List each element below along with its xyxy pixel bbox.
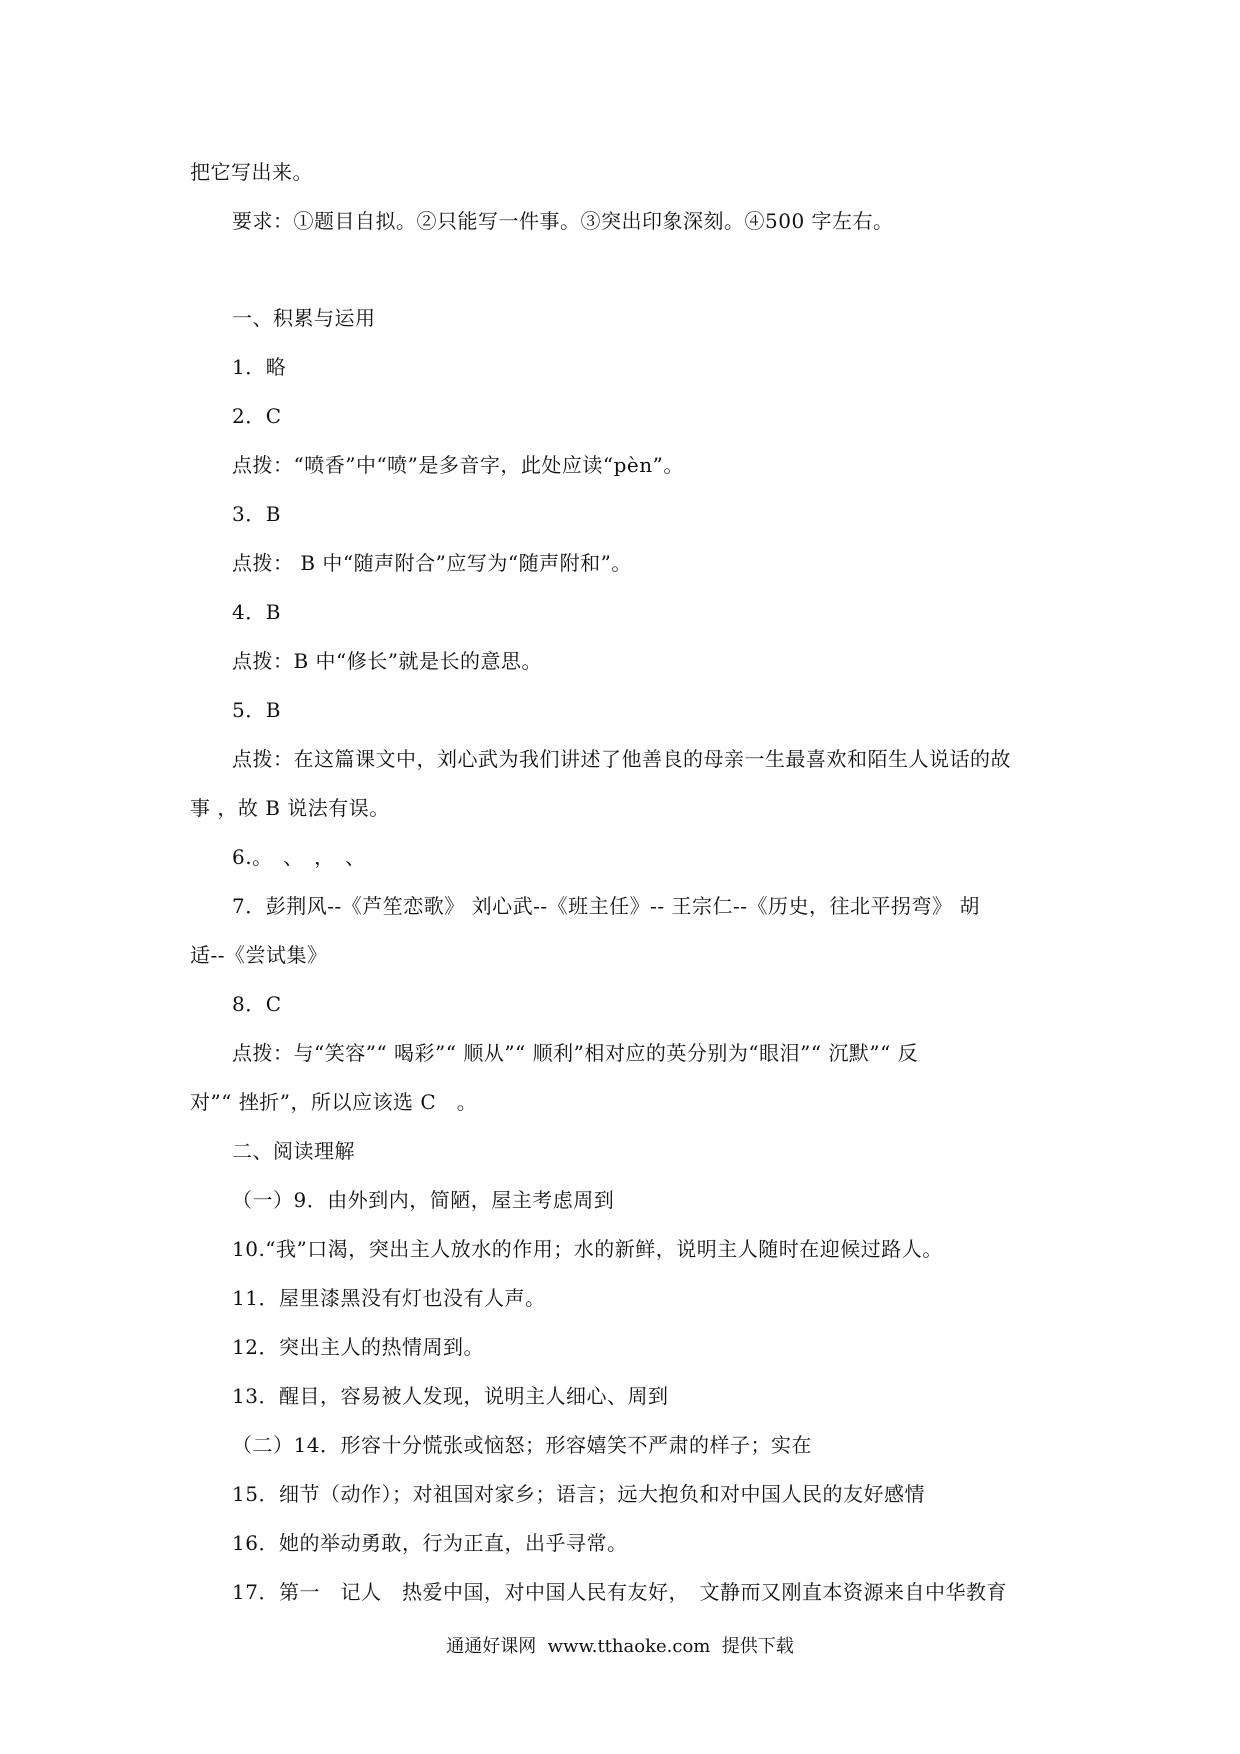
text-line: 事 ，故 B 说法有误。 — [190, 796, 390, 820]
text-line: 3．B — [232, 502, 281, 526]
text-line: 4．B — [232, 600, 281, 624]
paragraph-gap — [190, 246, 1060, 294]
text-line: 6.。 、 ， 、 — [232, 845, 366, 869]
text-line: 把它写出来。 — [190, 160, 313, 184]
text-line: 二、阅读理解 — [232, 1139, 355, 1163]
text-line: 对”“ 挫折”，所以应该选 C 。 — [190, 1090, 478, 1114]
document-body — [190, 148, 1060, 1617]
text-line: （一）9．由外到内，简陋，屋主考虑周到 — [232, 1188, 615, 1212]
text-line: 1．略 — [232, 355, 287, 379]
text-line: 适--《尝试集》 — [190, 943, 328, 967]
text-line: 10.“我”口渴，突出主人放水的作用；水的新鲜，说明主人随时在迎候过路人。 — [232, 1237, 943, 1261]
text-line: 点拨：“喷香”中“喷”是多音字，此处应读“pèn”。 — [232, 453, 684, 477]
text-line: 13．醒目，容易被人发现，说明主人细心、周到 — [232, 1384, 669, 1408]
text-line: 7．彭荆风--《芦笙恋歌》 刘心武--《班主任》-- 王宗仁--《历史，往北平拐弯》 胡 — [232, 894, 980, 918]
text-line: （二）14．形容十分慌张或恼怒；形容嬉笑不严肃的样子；实在 — [232, 1433, 812, 1457]
text-line: 15．细节（动作）；对祖国对家乡；语言；远大抱负和对中国人民的友好感情 — [232, 1482, 925, 1506]
text-line: 11．屋里漆黑没有灯也没有人声。 — [232, 1286, 546, 1310]
text-line: 8．C — [232, 992, 282, 1016]
text-line: 5．B — [232, 698, 281, 722]
text-line: 16．她的举动勇敢，行为正直，出乎寻常。 — [232, 1531, 628, 1555]
text-line: 一、积累与运用 — [232, 306, 376, 330]
text-line: 要求：①题目自拟。②只能写一件事。③突出印象深刻。④500 字左右。 — [232, 209, 894, 233]
text-line: 2．C — [232, 404, 282, 428]
text-line: 点拨： B 中“随声附合”应写为“随声附和”。 — [232, 551, 632, 575]
page-footer: 通通好课网 www.tthaoke.com 提供下载 — [446, 1636, 794, 1657]
text-line: 点拨：与“笑容”“ 喝彩”“ 顺从”“ 顺利”相对应的英分别为“眼泪”“ 沉默”“ 反 — [232, 1041, 919, 1065]
text-line: 点拨：在这篇课文中，刘心武为我们讲述了他善良的母亲一生最喜欢和陌生人说话的故 — [232, 747, 1011, 771]
text-line: 12．突出主人的热情周到。 — [232, 1335, 484, 1359]
text-line: 点拨：B 中“修长”就是长的意思。 — [232, 649, 543, 673]
text-line: 17．第一 记人 热爱中国，对中国人民有友好， 文静而又刚直本资源来自中华教育 — [232, 1580, 1007, 1604]
